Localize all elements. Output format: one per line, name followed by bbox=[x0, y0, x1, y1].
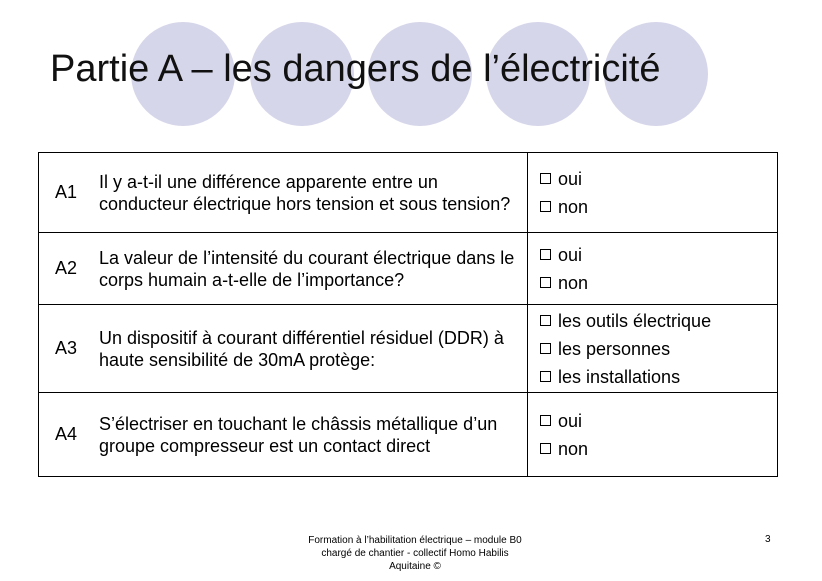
options-cell bbox=[528, 233, 778, 305]
checkbox-icon[interactable] bbox=[540, 371, 551, 382]
checkbox-icon[interactable] bbox=[540, 173, 551, 184]
option-label: oui bbox=[558, 168, 583, 189]
footer-line: Aquitaine © bbox=[389, 561, 441, 572]
table-row bbox=[39, 393, 778, 477]
option-label: les installations bbox=[558, 366, 681, 387]
question-id: A3 bbox=[39, 305, 94, 393]
table-row bbox=[39, 233, 778, 305]
question-text: Un dispositif à courant différentiel résiduel (DDR) à haute sensibilité de 30mA protège: bbox=[93, 305, 528, 393]
option-checkbox[interactable] bbox=[540, 241, 777, 269]
checkbox-icon[interactable] bbox=[540, 277, 551, 288]
option-label: non bbox=[558, 272, 589, 293]
question-text: Il y a-t-il une différence apparente entre un conducteur électrique hors tension et sous tension? bbox=[93, 153, 528, 233]
options-cell bbox=[528, 153, 778, 233]
page-number: 3 bbox=[765, 534, 771, 545]
option-label: oui bbox=[558, 410, 583, 431]
option-checkbox[interactable] bbox=[540, 335, 777, 363]
question-id: A2 bbox=[39, 233, 94, 305]
option-checkbox[interactable] bbox=[540, 407, 777, 435]
option-checkbox[interactable] bbox=[540, 165, 777, 193]
checkbox-icon[interactable] bbox=[540, 343, 551, 354]
option-checkbox[interactable] bbox=[540, 363, 777, 391]
question-id: A1 bbox=[39, 153, 94, 233]
checkbox-icon[interactable] bbox=[540, 249, 551, 260]
option-label: les personnes bbox=[558, 338, 671, 359]
checkbox-icon[interactable] bbox=[540, 201, 551, 212]
footer-line: chargé de chantier - collectif Homo Habilis bbox=[321, 548, 509, 559]
footer-text bbox=[280, 534, 550, 573]
option-label: non bbox=[558, 438, 589, 459]
slide-title: Partie A – les dangers de l’électricité bbox=[50, 48, 661, 90]
option-checkbox[interactable] bbox=[540, 269, 777, 297]
question-table bbox=[38, 152, 778, 477]
option-label: oui bbox=[558, 244, 583, 265]
option-checkbox[interactable] bbox=[540, 193, 777, 221]
option-checkbox[interactable] bbox=[540, 435, 777, 463]
footer-line: Formation à l’habilitation électrique – module B0 bbox=[308, 535, 522, 546]
question-text: La valeur de l’intensité du courant électrique dans le corps humain a-t-elle de l’importance? bbox=[93, 233, 528, 305]
table-row bbox=[39, 153, 778, 233]
option-label: les outils électrique bbox=[558, 310, 712, 331]
question-text: S’électriser en touchant le châssis métallique d’un groupe compresseur est un contact direct bbox=[93, 393, 528, 477]
checkbox-icon[interactable] bbox=[540, 443, 551, 454]
options-cell bbox=[528, 305, 778, 393]
question-id: A4 bbox=[39, 393, 94, 477]
option-checkbox[interactable] bbox=[540, 307, 777, 335]
option-label: non bbox=[558, 196, 589, 217]
checkbox-icon[interactable] bbox=[540, 315, 551, 326]
options-cell bbox=[528, 393, 778, 477]
table-row bbox=[39, 305, 778, 393]
checkbox-icon[interactable] bbox=[540, 415, 551, 426]
